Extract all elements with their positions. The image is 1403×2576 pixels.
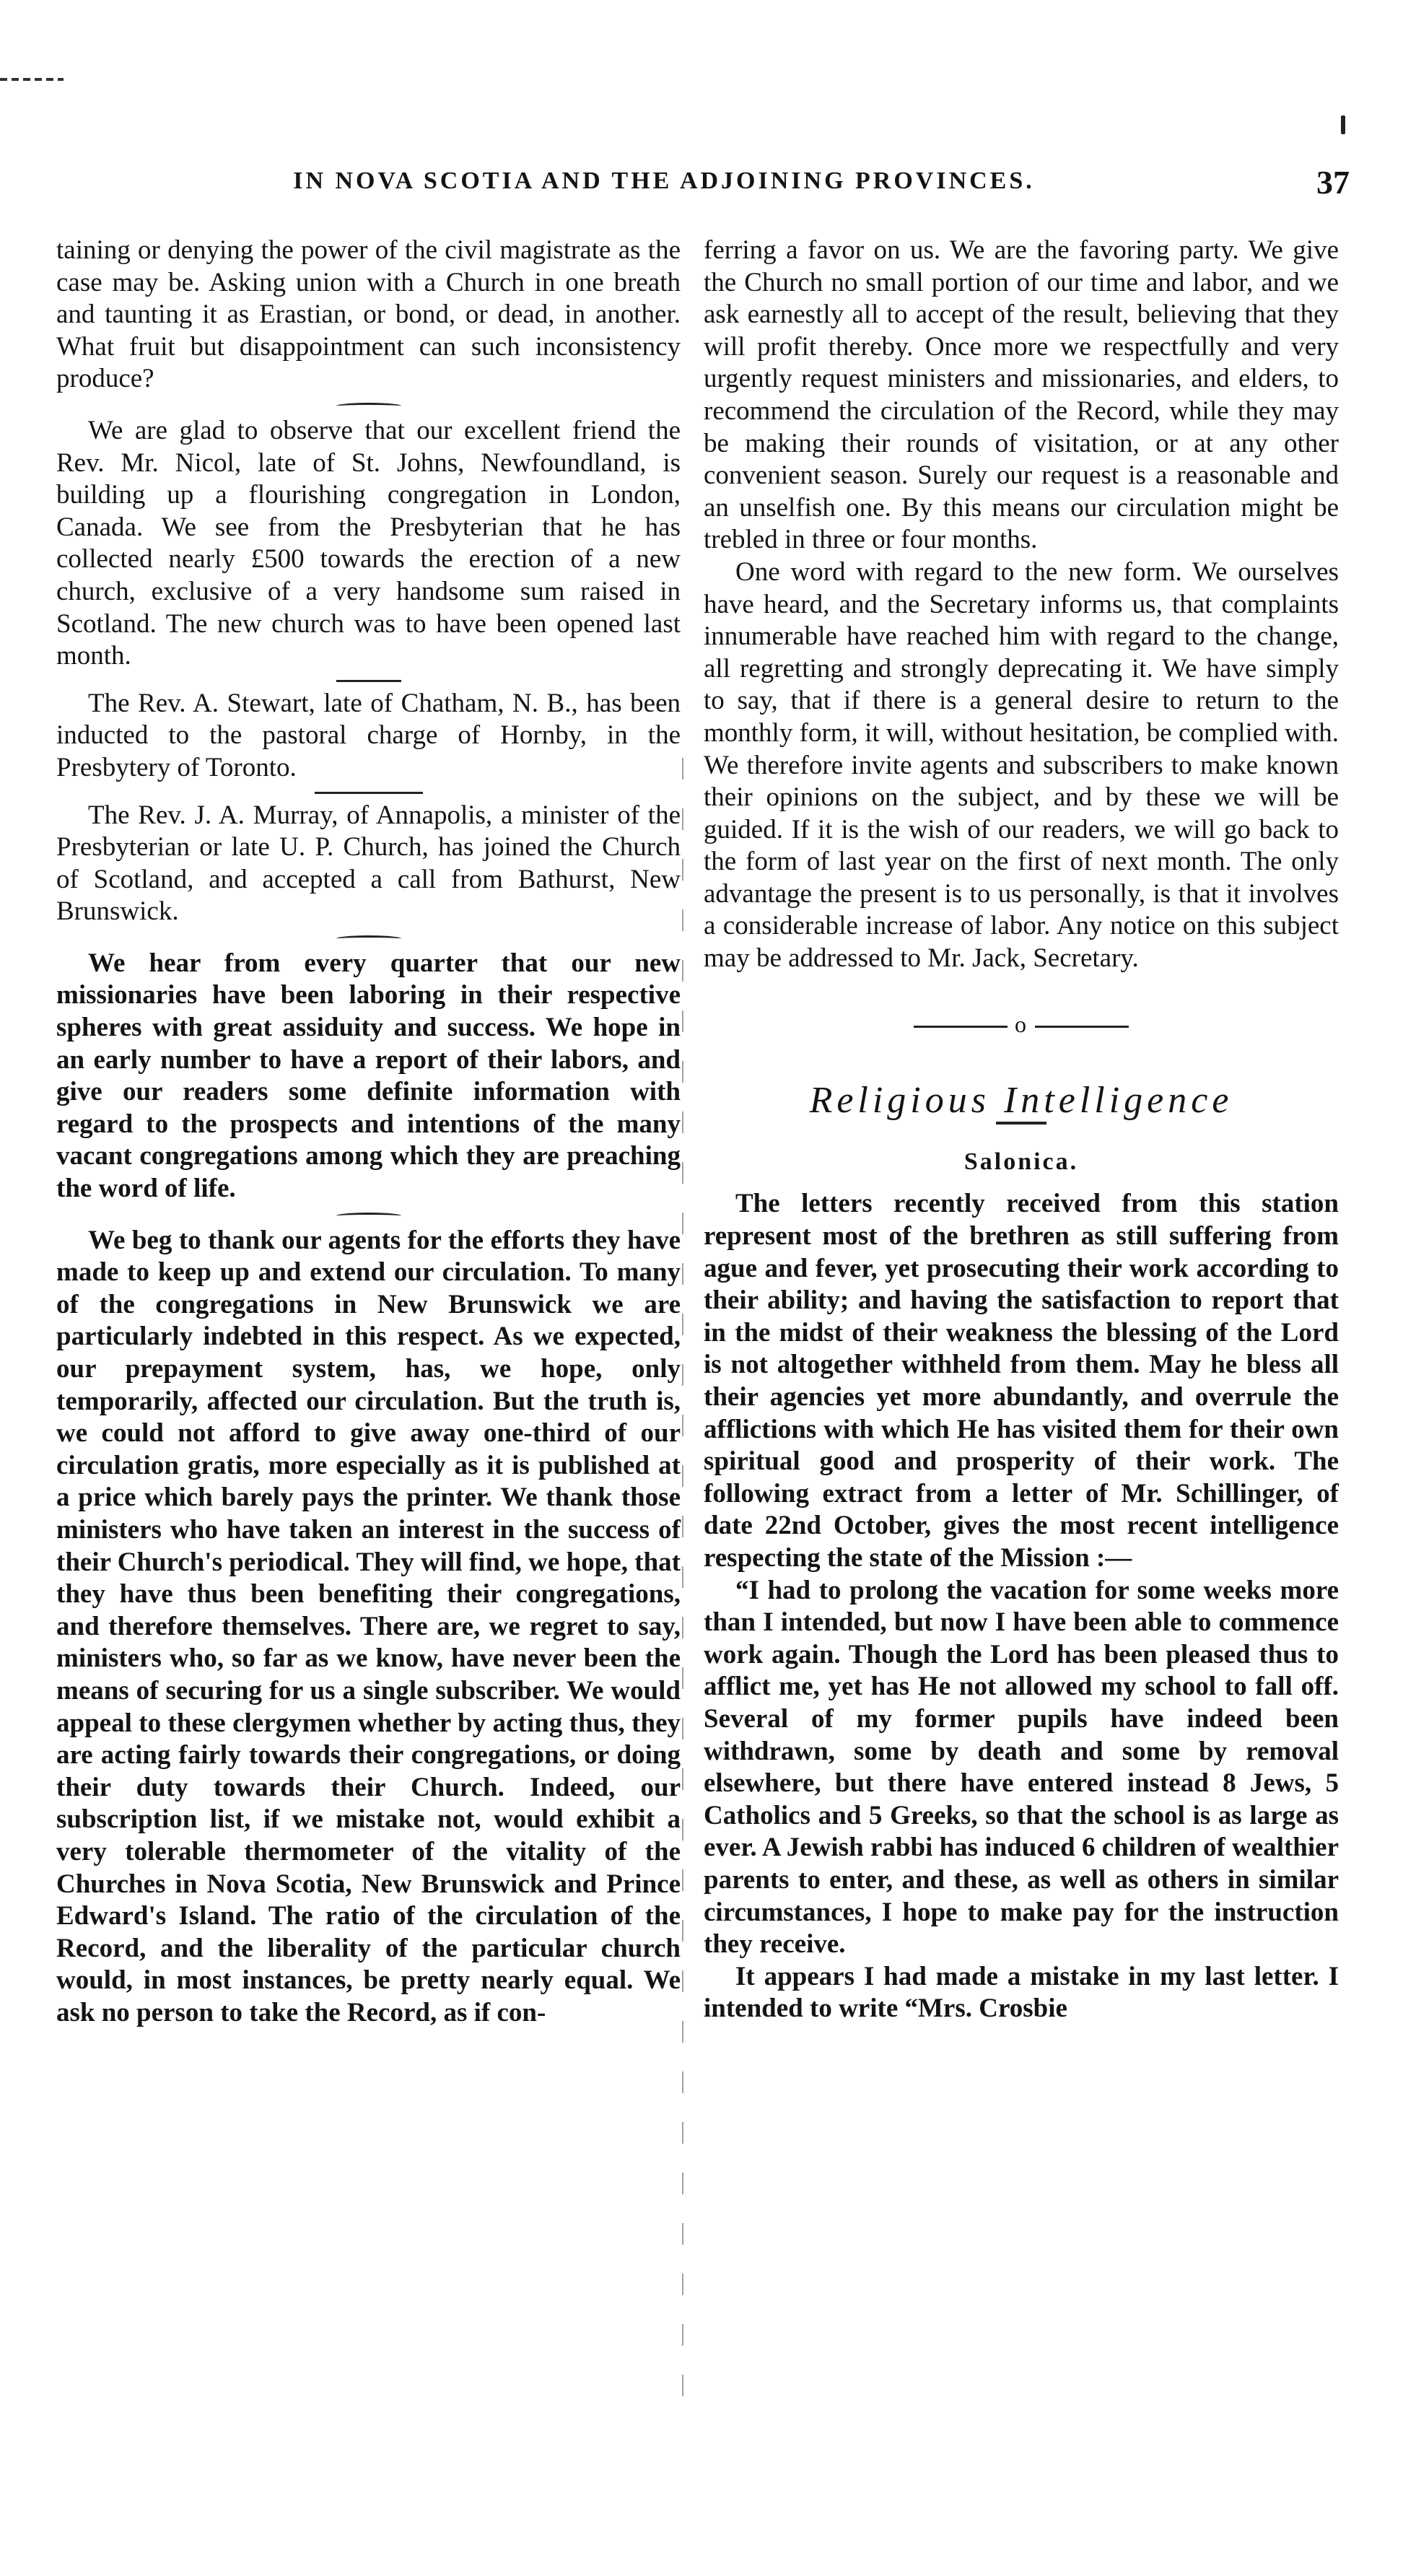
right-paragraph-2: One word with regard to the new form. We ourselves have heard, and the Secretary informs us, that complaints innumerable have reached him with regard to the change, all regretting and strongly deprecating it. We have simply to say, that if there is a general desire to return to the monthly form, it will, without hesitation, be complied with. We therefore invite agents and subscribers to make known their opinions on the subject, and by these we will be guided. If it is the wish of our readers, we will go back to the form of last year on the first of next month. The only advantage the present is to us personally, is that it involves a considerable increase of labor. Any notice on this subject may be addressed to Mr. Jack, Secretary. (704, 556, 1339, 974)
left-paragraph-3: The Rev. A. Stewart, late of Chatham, N. B., has been inducted to the pastoral charge of Hornby, in the Presbytery of Toronto. (56, 688, 681, 782)
right-paragraph-5: It appears I had made a mistake in my last letter. I intended to write “Mrs. Crosbie (704, 1961, 1339, 2024)
ornament-dash-right (1035, 1026, 1129, 1028)
right-paragraph-4: “I had to prolong the vacation for some weeks more than I intended, but now I have been able to commence work again. Though the Lord has been pleased thus to afflict me, yet has He not allowed my school to fall off. Several of my former pupils have indeed been withdrawn, some by death and some by removal elsewhere, but there have entered instead 8 Jews, 5 Catholics and 5 Greeks, so that the school is as large as ever. A Jewish rabbi has induced 6 children of wealthier parents to enter, and these, as well as others in similar circumstances, I hope to make pay for the instruction they receive. (704, 1575, 1339, 1960)
left-paragraph-4: The Rev. J. A. Murray, of Annapolis, a minister of the Presbyterian or late U. P. Church, has joined the Church of Scotland, and accepted a call from Bathurst, New Brunswick. (56, 800, 681, 927)
right-paragraph-1: ferring a favor on us. We are the favoring party. We give the Church no small portion of our time and labor, and we ask earnestly all to accept of the result, believing that they will profit thereby. Once more we respectfully and very urgently request ministers and missionaries, and elders, to recommend the circulation of the Record, while they may be making their rounds of visitation, or at any other convenient season. Surely our request is a reasonable and an unselfish one. By this means our circulation might be trebled in three or four months. (704, 235, 1339, 555)
left-column (56, 235, 681, 2029)
page-number: 37 (1316, 164, 1350, 201)
section-ornament (704, 1008, 1339, 1041)
running-head (58, 164, 1350, 211)
running-title: IN NOVA SCOTIA AND THE ADJOINING PROVINCES. (293, 167, 1035, 194)
left-paragraph-2: We are glad to observe that our excellent friend the Rev. Mr. Nicol, late of St. Johns, Newfoundland, is building up a flourishing congregation in London, Canada. We see from the Presbyterian that he has collected nearly £500 towards the erection of a new church, exclusive of a very handsome sum raised in Scotland. The new church was to have been opened last month. (56, 415, 681, 671)
right-bold-block (704, 1188, 1339, 2025)
left-paragraph-6: We beg to thank our agents for the efforts they have made to keep up and extend our circulation. To many of the congregations in New Brunswick we are particularly indebted in this respect. As we expected, our prepayment system, has, we hope, only temporarily, affected our circulation. But the truth is, we could not afford to give away one-third of our circulation gratis, more especially as it is published at a price which barely pays the printer. We thank those ministers who have taken an interest in the success of their Church's periodical. They will find, we hope, that they have thus been benefiting their congregations, and therefore themselves. There are, we regret to say, ministers who, so far as we know, have never been the means of securing for us a single subscriber. We would appeal to these clergymen whether by acting thus, they are acting fairly towards their congregations, or doing their duty towards their Church. Indeed, our subscription list, if we mistake not, would exhibit a very tolerable thermometer of the vitality of the Churches in Nova Scotia, New Brunswick and Prince Edward's Island. The ratio of the circulation of the Record, and the liberality of the particular church would, in most instances, be pretty nearly equal. We ask no person to take the Record, as if con- (56, 1225, 681, 2027)
scan-corner-mark (1341, 115, 1345, 134)
left-bold-block (56, 948, 681, 2030)
separator-rule (336, 680, 401, 682)
right-paragraph-3: The letters recently received from this station represent most of the brethren as still suffering from ague and fever, yet prosecuting their work according to their ability; and having the satisfaction to report that in the midst of their weakness the blessing of the Lord is not altogether withheld from them. May he bless all their agencies yet more abundantly, and overrule the afflictions with which He has visited them for their own spiritual good and prosperity of their work. The following extract from a letter of Mr. Schillinger, of date 22nd October, gives the most recent intelligence respecting the state of the Mission :— (704, 1189, 1339, 1573)
ornament-dash-left (914, 1026, 1008, 1028)
separator-rule (336, 935, 401, 942)
column-gutter (682, 758, 683, 2418)
section-heading-rule (996, 1122, 1046, 1125)
separator-rule (336, 403, 401, 409)
scan-edge-mark (0, 78, 64, 81)
left-paragraph-1: taining or denying the power of the civil magistrate as the case may be. Asking union with a Church in one breath and taunting it as Erastian, or bond, or dead, in another. What fruit but disappointment can such inconsistency produce? (56, 235, 681, 394)
right-column (704, 235, 1339, 2025)
ornament-glyph: o (1015, 1010, 1028, 1037)
subheading: Salonica. (963, 1148, 1079, 1175)
separator-rule (315, 792, 423, 794)
separator-rule (336, 1213, 401, 1219)
left-paragraph-5: We hear from every quarter that our new missionaries have been laboring in their respective spheres with great assiduity and success. We hope in an early number to have a report of their labors, and give our readers some definite information with regard to the prospects and intentions of the many vacant congregations among which they are preaching the word of life. (56, 948, 681, 1204)
section-heading: Religious Intelligence (809, 1080, 1233, 1122)
